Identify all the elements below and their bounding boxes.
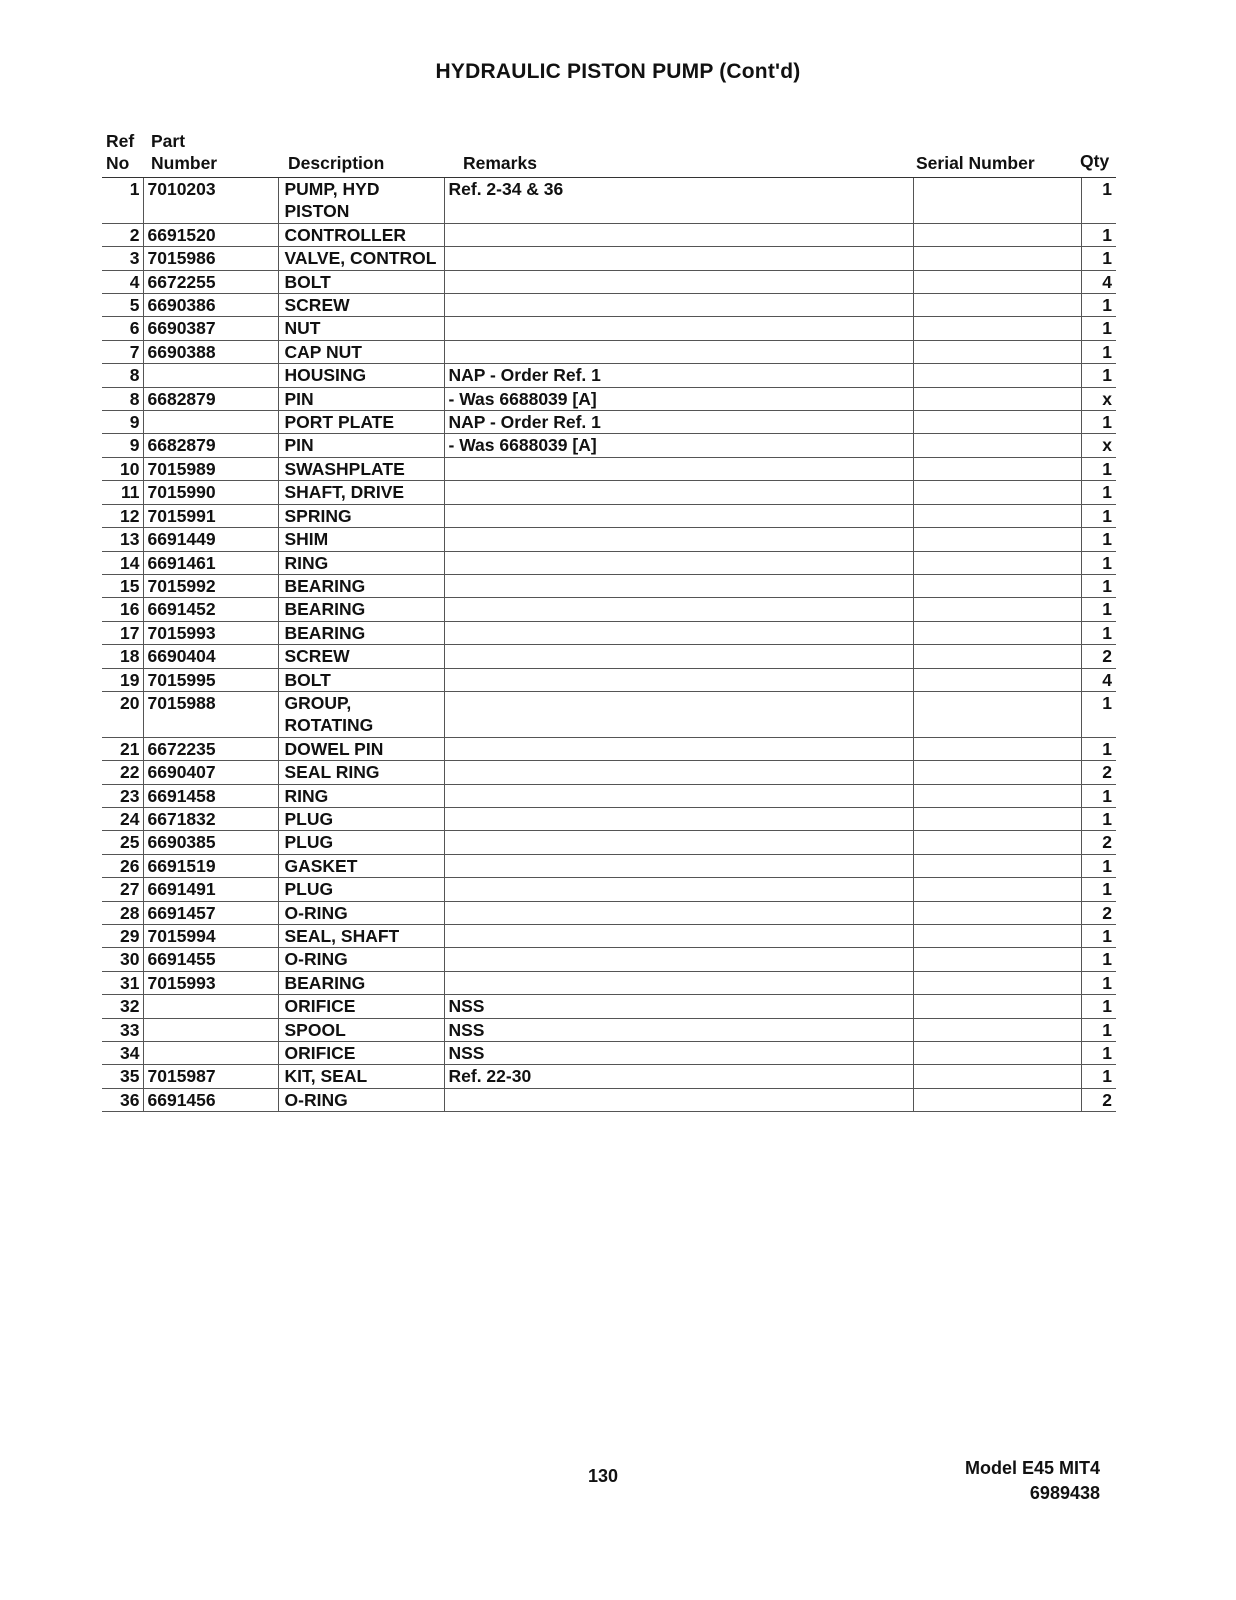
- remarks-cell: [444, 621, 913, 644]
- part-number-cell: 6691461: [143, 551, 278, 574]
- header-serial-number: Serial Number: [916, 153, 1035, 173]
- table-row: [102, 737, 1116, 760]
- ref-no-cell: 20: [102, 691, 143, 737]
- serial-number-cell: [913, 784, 1081, 807]
- qty-cell: x: [1081, 387, 1116, 410]
- table-row: [102, 1088, 1116, 1111]
- description-cell: PIN: [278, 387, 444, 410]
- ref-no-cell: 33: [102, 1018, 143, 1041]
- part-number-cell: 6691457: [143, 901, 278, 924]
- part-number-cell: [143, 995, 278, 1018]
- header-remarks: Remarks: [463, 153, 537, 173]
- qty-cell: 1: [1081, 223, 1116, 246]
- description-cell: BEARING: [278, 971, 444, 994]
- part-number-cell: 6691519: [143, 854, 278, 877]
- ref-no-cell: 12: [102, 504, 143, 527]
- table-row: [102, 270, 1116, 293]
- part-number-cell: 6690388: [143, 340, 278, 363]
- qty-cell: 1: [1081, 178, 1116, 224]
- part-number-cell: 7015987: [143, 1065, 278, 1088]
- qty-cell: 1: [1081, 1042, 1116, 1065]
- remarks-cell: NAP - Order Ref. 1: [444, 411, 913, 434]
- remarks-cell: [444, 598, 913, 621]
- qty-cell: 1: [1081, 691, 1116, 737]
- serial-number-cell: [913, 340, 1081, 363]
- table-row: [102, 925, 1116, 948]
- part-number-cell: 7015989: [143, 457, 278, 480]
- qty-cell: 1: [1081, 598, 1116, 621]
- description-cell: SEAL RING: [278, 761, 444, 784]
- ref-no-cell: 9: [102, 434, 143, 457]
- ref-no-cell: 31: [102, 971, 143, 994]
- qty-cell: 2: [1081, 761, 1116, 784]
- remarks-cell: [444, 317, 913, 340]
- ref-no-cell: 30: [102, 948, 143, 971]
- ref-no-cell: 3: [102, 247, 143, 270]
- description-cell: BEARING: [278, 598, 444, 621]
- description-cell: BEARING: [278, 621, 444, 644]
- model-info: [965, 1456, 1100, 1506]
- description-cell: DOWEL PIN: [278, 737, 444, 760]
- serial-number-cell: [913, 901, 1081, 924]
- part-number-cell: 7015995: [143, 668, 278, 691]
- qty-cell: x: [1081, 434, 1116, 457]
- serial-number-cell: [913, 364, 1081, 387]
- ref-no-cell: 4: [102, 270, 143, 293]
- ref-no-cell: 10: [102, 457, 143, 480]
- remarks-cell: [444, 691, 913, 737]
- serial-number-cell: [913, 411, 1081, 434]
- qty-cell: 1: [1081, 457, 1116, 480]
- table-row: [102, 574, 1116, 597]
- serial-number-cell: [913, 434, 1081, 457]
- part-number-cell: 7015990: [143, 481, 278, 504]
- header-part-line2: Number: [151, 153, 218, 173]
- part-number-cell: 7015993: [143, 621, 278, 644]
- serial-number-cell: [913, 270, 1081, 293]
- part-number-cell: 7015994: [143, 925, 278, 948]
- qty-cell: 2: [1081, 901, 1116, 924]
- serial-number-cell: [913, 1065, 1081, 1088]
- header-part: [151, 130, 217, 174]
- part-number-cell: 6691456: [143, 1088, 278, 1111]
- remarks-cell: [444, 925, 913, 948]
- serial-number-cell: [913, 481, 1081, 504]
- description-cell: SHAFT, DRIVE: [278, 481, 444, 504]
- ref-no-cell: 19: [102, 668, 143, 691]
- table-row: [102, 807, 1116, 830]
- remarks-cell: [444, 504, 913, 527]
- serial-number-cell: [913, 971, 1081, 994]
- qty-cell: 2: [1081, 645, 1116, 668]
- remarks-cell: [444, 270, 913, 293]
- table-row: [102, 621, 1116, 644]
- serial-number-cell: [913, 925, 1081, 948]
- serial-number-cell: [913, 247, 1081, 270]
- part-number-cell: 6691452: [143, 598, 278, 621]
- qty-cell: 1: [1081, 878, 1116, 901]
- serial-number-cell: [913, 528, 1081, 551]
- ref-no-cell: 23: [102, 784, 143, 807]
- table-row: [102, 178, 1116, 224]
- remarks-cell: NSS: [444, 1042, 913, 1065]
- remarks-cell: [444, 761, 913, 784]
- ref-no-cell: 7: [102, 340, 143, 363]
- description-cell: O-RING: [278, 1088, 444, 1111]
- qty-cell: 1: [1081, 948, 1116, 971]
- part-number-cell: 6691449: [143, 528, 278, 551]
- table-row: [102, 434, 1116, 457]
- remarks-cell: [444, 1088, 913, 1111]
- remarks-cell: [444, 294, 913, 317]
- ref-no-cell: 9: [102, 411, 143, 434]
- description-cell: RING: [278, 551, 444, 574]
- remarks-cell: [444, 737, 913, 760]
- description-cell: GROUP, ROTATING: [278, 691, 444, 737]
- part-number-cell: 7010203: [143, 178, 278, 224]
- qty-cell: 1: [1081, 247, 1116, 270]
- table-row: [102, 551, 1116, 574]
- part-number-cell: 6671832: [143, 807, 278, 830]
- description-cell: BOLT: [278, 668, 444, 691]
- table-row: [102, 761, 1116, 784]
- remarks-cell: [444, 901, 913, 924]
- description-cell: VALVE, CONTROL: [278, 247, 444, 270]
- serial-number-cell: [913, 387, 1081, 410]
- description-cell: O-RING: [278, 901, 444, 924]
- description-cell: PIN: [278, 434, 444, 457]
- qty-cell: 1: [1081, 807, 1116, 830]
- table-row: [102, 317, 1116, 340]
- qty-cell: 1: [1081, 925, 1116, 948]
- qty-cell: 1: [1081, 854, 1116, 877]
- header-description: Description: [288, 153, 385, 173]
- description-cell: CONTROLLER: [278, 223, 444, 246]
- serial-number-cell: [913, 621, 1081, 644]
- serial-number-cell: [913, 807, 1081, 830]
- description-cell: GASKET: [278, 854, 444, 877]
- qty-cell: 1: [1081, 364, 1116, 387]
- serial-number-cell: [913, 691, 1081, 737]
- serial-number-cell: [913, 223, 1081, 246]
- part-number-cell: 6690404: [143, 645, 278, 668]
- table-row: [102, 1065, 1116, 1088]
- part-number-cell: 6672255: [143, 270, 278, 293]
- table-row: [102, 504, 1116, 527]
- serial-number-cell: [913, 645, 1081, 668]
- serial-number-cell: [913, 504, 1081, 527]
- part-number-cell: [143, 1042, 278, 1065]
- header-ref: [106, 130, 146, 174]
- ref-no-cell: 29: [102, 925, 143, 948]
- description-cell: O-RING: [278, 948, 444, 971]
- remarks-cell: [444, 784, 913, 807]
- remarks-cell: NAP - Order Ref. 1: [444, 364, 913, 387]
- description-cell: SWASHPLATE: [278, 457, 444, 480]
- part-number-cell: 6690385: [143, 831, 278, 854]
- description-cell: SCREW: [278, 645, 444, 668]
- part-number-cell: 7015991: [143, 504, 278, 527]
- serial-number-cell: [913, 831, 1081, 854]
- remarks-cell: [444, 528, 913, 551]
- qty-cell: 1: [1081, 971, 1116, 994]
- serial-number-cell: [913, 995, 1081, 1018]
- ref-no-cell: 26: [102, 854, 143, 877]
- qty-cell: 1: [1081, 784, 1116, 807]
- part-number-cell: 6682879: [143, 434, 278, 457]
- serial-number-cell: [913, 948, 1081, 971]
- qty-cell: 1: [1081, 317, 1116, 340]
- remarks-cell: NSS: [444, 1018, 913, 1041]
- description-cell: CAP NUT: [278, 340, 444, 363]
- ref-no-cell: 8: [102, 387, 143, 410]
- qty-cell: 4: [1081, 270, 1116, 293]
- description-cell: ORIFICE: [278, 995, 444, 1018]
- description-cell: PLUG: [278, 807, 444, 830]
- serial-number-cell: [913, 178, 1081, 224]
- serial-number-cell: [913, 878, 1081, 901]
- table-row: [102, 1018, 1116, 1041]
- qty-cell: 1: [1081, 528, 1116, 551]
- description-cell: PLUG: [278, 831, 444, 854]
- table-row: [102, 528, 1116, 551]
- remarks-cell: [444, 807, 913, 830]
- description-cell: NUT: [278, 317, 444, 340]
- ref-no-cell: 1: [102, 178, 143, 224]
- table-row: [102, 948, 1116, 971]
- table-row: [102, 645, 1116, 668]
- serial-number-cell: [913, 551, 1081, 574]
- part-number-cell: 6690386: [143, 294, 278, 317]
- remarks-cell: [444, 948, 913, 971]
- qty-cell: 1: [1081, 574, 1116, 597]
- ref-no-cell: 28: [102, 901, 143, 924]
- header-qty: Qty: [1080, 151, 1110, 171]
- remarks-cell: - Was 6688039 [A]: [444, 387, 913, 410]
- qty-cell: 1: [1081, 1065, 1116, 1088]
- ref-no-cell: 6: [102, 317, 143, 340]
- remarks-cell: NSS: [444, 995, 913, 1018]
- ref-no-cell: 5: [102, 294, 143, 317]
- table-row: [102, 223, 1116, 246]
- header-ref-line1: Ref: [106, 131, 135, 151]
- remarks-cell: [444, 831, 913, 854]
- description-cell: SPRING: [278, 504, 444, 527]
- header-ref-line2: No: [106, 153, 130, 173]
- model-name: Model E45 MIT4: [964, 1458, 1100, 1478]
- table-row: [102, 691, 1116, 737]
- remarks-cell: [444, 971, 913, 994]
- qty-cell: 1: [1081, 340, 1116, 363]
- remarks-cell: [444, 854, 913, 877]
- description-cell: SPOOL: [278, 1018, 444, 1041]
- table-row: [102, 598, 1116, 621]
- remarks-cell: Ref. 2-34 & 36: [444, 178, 913, 224]
- qty-cell: 1: [1081, 504, 1116, 527]
- table-row: [102, 784, 1116, 807]
- table-row: [102, 901, 1116, 924]
- remarks-cell: [444, 481, 913, 504]
- part-number-cell: 6682879: [143, 387, 278, 410]
- description-cell: BOLT: [278, 270, 444, 293]
- ref-no-cell: 24: [102, 807, 143, 830]
- table-row: [102, 971, 1116, 994]
- part-number-cell: 6672235: [143, 737, 278, 760]
- qty-cell: 1: [1081, 481, 1116, 504]
- table-row: [102, 247, 1116, 270]
- table-row: [102, 294, 1116, 317]
- qty-cell: 1: [1081, 995, 1116, 1018]
- qty-cell: 4: [1081, 668, 1116, 691]
- qty-cell: 1: [1081, 737, 1116, 760]
- part-number-cell: 6691491: [143, 878, 278, 901]
- qty-cell: 1: [1081, 411, 1116, 434]
- remarks-cell: [444, 574, 913, 597]
- table-row: [102, 1042, 1116, 1065]
- serial-number-cell: [913, 1088, 1081, 1111]
- table-row: [102, 854, 1116, 877]
- ref-no-cell: 13: [102, 528, 143, 551]
- part-number-cell: [143, 411, 278, 434]
- serial-number-cell: [913, 668, 1081, 691]
- description-cell: SHIM: [278, 528, 444, 551]
- table-row: [102, 340, 1116, 363]
- remarks-cell: [444, 645, 913, 668]
- parts-table: [102, 177, 1116, 1112]
- ref-no-cell: 35: [102, 1065, 143, 1088]
- description-cell: RING: [278, 784, 444, 807]
- ref-no-cell: 16: [102, 598, 143, 621]
- description-cell: PLUG: [278, 878, 444, 901]
- part-number-cell: 6690387: [143, 317, 278, 340]
- qty-cell: 2: [1081, 1088, 1116, 1111]
- ref-no-cell: 8: [102, 364, 143, 387]
- remarks-cell: [444, 247, 913, 270]
- part-number-cell: 7015988: [143, 691, 278, 737]
- table-row: [102, 878, 1116, 901]
- part-number-cell: 6690407: [143, 761, 278, 784]
- serial-number-cell: [913, 761, 1081, 784]
- description-cell: KIT, SEAL: [278, 1065, 444, 1088]
- document-number: 6989438: [1029, 1483, 1100, 1503]
- page-title: HYDRAULIC PISTON PUMP (Cont'd): [435, 60, 801, 83]
- qty-cell: 1: [1081, 551, 1116, 574]
- ref-no-cell: 17: [102, 621, 143, 644]
- page-number: 130: [587, 1466, 619, 1486]
- parts-table-body: [102, 178, 1116, 1112]
- qty-cell: 1: [1081, 294, 1116, 317]
- part-number-cell: 6691520: [143, 223, 278, 246]
- remarks-cell: [444, 457, 913, 480]
- serial-number-cell: [913, 737, 1081, 760]
- table-row: [102, 668, 1116, 691]
- ref-no-cell: 2: [102, 223, 143, 246]
- header-part-line1: Part: [151, 131, 186, 151]
- remarks-cell: Ref. 22-30: [444, 1065, 913, 1088]
- remarks-cell: [444, 551, 913, 574]
- table-row: [102, 387, 1116, 410]
- ref-no-cell: 18: [102, 645, 143, 668]
- remarks-cell: - Was 6688039 [A]: [444, 434, 913, 457]
- qty-cell: 1: [1081, 1018, 1116, 1041]
- ref-no-cell: 32: [102, 995, 143, 1018]
- part-number-cell: 7015986: [143, 247, 278, 270]
- table-row: [102, 995, 1116, 1018]
- ref-no-cell: 22: [102, 761, 143, 784]
- table-row: [102, 364, 1116, 387]
- remarks-cell: [444, 668, 913, 691]
- ref-no-cell: 25: [102, 831, 143, 854]
- part-number-cell: 7015992: [143, 574, 278, 597]
- table-row: [102, 831, 1116, 854]
- serial-number-cell: [913, 854, 1081, 877]
- remarks-cell: [444, 340, 913, 363]
- description-cell: ORIFICE: [278, 1042, 444, 1065]
- serial-number-cell: [913, 294, 1081, 317]
- ref-no-cell: 27: [102, 878, 143, 901]
- serial-number-cell: [913, 317, 1081, 340]
- ref-no-cell: 36: [102, 1088, 143, 1111]
- ref-no-cell: 11: [102, 481, 143, 504]
- qty-cell: 2: [1081, 831, 1116, 854]
- part-number-cell: [143, 1018, 278, 1041]
- serial-number-cell: [913, 574, 1081, 597]
- description-cell: BEARING: [278, 574, 444, 597]
- table-row: [102, 481, 1116, 504]
- part-number-cell: 7015993: [143, 971, 278, 994]
- description-cell: HOUSING: [278, 364, 444, 387]
- remarks-cell: [444, 223, 913, 246]
- part-number-cell: [143, 364, 278, 387]
- serial-number-cell: [913, 598, 1081, 621]
- ref-no-cell: 34: [102, 1042, 143, 1065]
- serial-number-cell: [913, 1042, 1081, 1065]
- description-cell: SEAL, SHAFT: [278, 925, 444, 948]
- ref-no-cell: 14: [102, 551, 143, 574]
- remarks-cell: [444, 878, 913, 901]
- table-row: [102, 457, 1116, 480]
- serial-number-cell: [913, 457, 1081, 480]
- qty-cell: 1: [1081, 621, 1116, 644]
- part-number-cell: 6691458: [143, 784, 278, 807]
- ref-no-cell: 15: [102, 574, 143, 597]
- description-cell: PORT PLATE: [278, 411, 444, 434]
- description-cell: PUMP, HYD PISTON: [278, 178, 444, 224]
- part-number-cell: 6691455: [143, 948, 278, 971]
- ref-no-cell: 21: [102, 737, 143, 760]
- table-row: [102, 411, 1116, 434]
- description-cell: SCREW: [278, 294, 444, 317]
- serial-number-cell: [913, 1018, 1081, 1041]
